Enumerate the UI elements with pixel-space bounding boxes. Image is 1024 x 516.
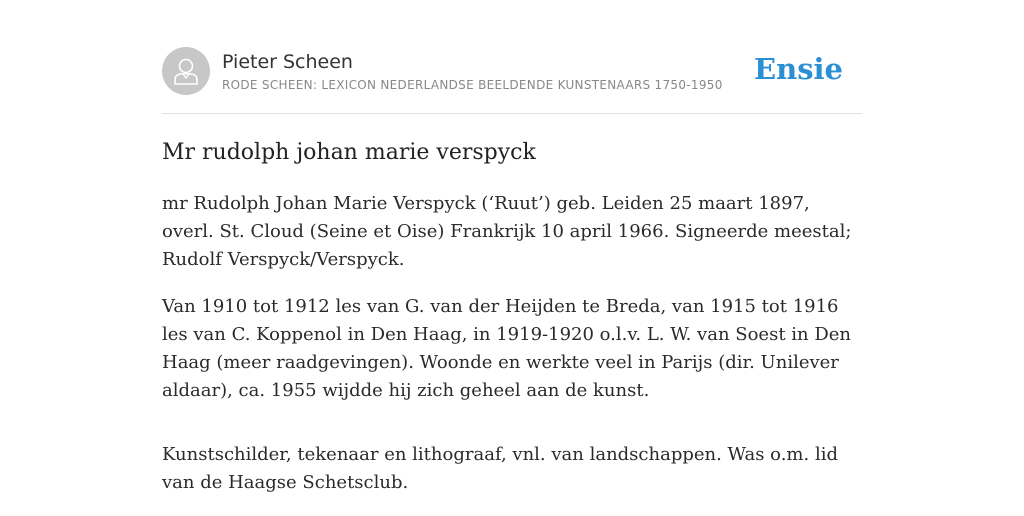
author-source[interactable]: RODE SCHEEN: LEXICON NEDERLANDSE BEELDENDE KUNSTENAARS 1750-1950 bbox=[222, 77, 723, 92]
article-paragraph: Van 1910 tot 1912 les van G. van der Heijden te Breda, van 1915 tot 1916 les van C. Koppenol in Den Haag, in 1919-1920 o.l.v. L. W. van Soest in Den Haag (meer raadgevingen). Woonde en werkte veel in Parijs (dir. Unilever aldaar), ca. 1955 wijdde hij zich geheel aan de kunst. bbox=[162, 296, 852, 401]
header-divider bbox=[162, 113, 862, 114]
author-name[interactable]: Pieter Scheen bbox=[222, 50, 353, 73]
article-title: Mr rudolph johan marie verspyck bbox=[162, 140, 536, 165]
ensie-logo[interactable]: Ensie bbox=[754, 52, 843, 86]
article-paragraph: mr Rudolph Johan Marie Verspyck (‘Ruut’) geb. Leiden 25 maart 1897, overl. St. Cloud (Seine et Oise) Frankrijk 10 april 1966. Signeerde meestal; Rudolf Verspyck/Verspyck. bbox=[162, 193, 852, 270]
article-card bbox=[162, 46, 862, 516]
author-info bbox=[222, 50, 723, 93]
user-icon bbox=[172, 56, 200, 86]
avatar[interactable] bbox=[162, 47, 210, 95]
article-body bbox=[162, 190, 862, 497]
article-header bbox=[162, 46, 862, 96]
article-paragraph: Kunstschilder, tekenaar en lithograaf, vnl. van landschappen. Was o.m. lid van de Haagse Schetsclub. bbox=[162, 444, 838, 493]
